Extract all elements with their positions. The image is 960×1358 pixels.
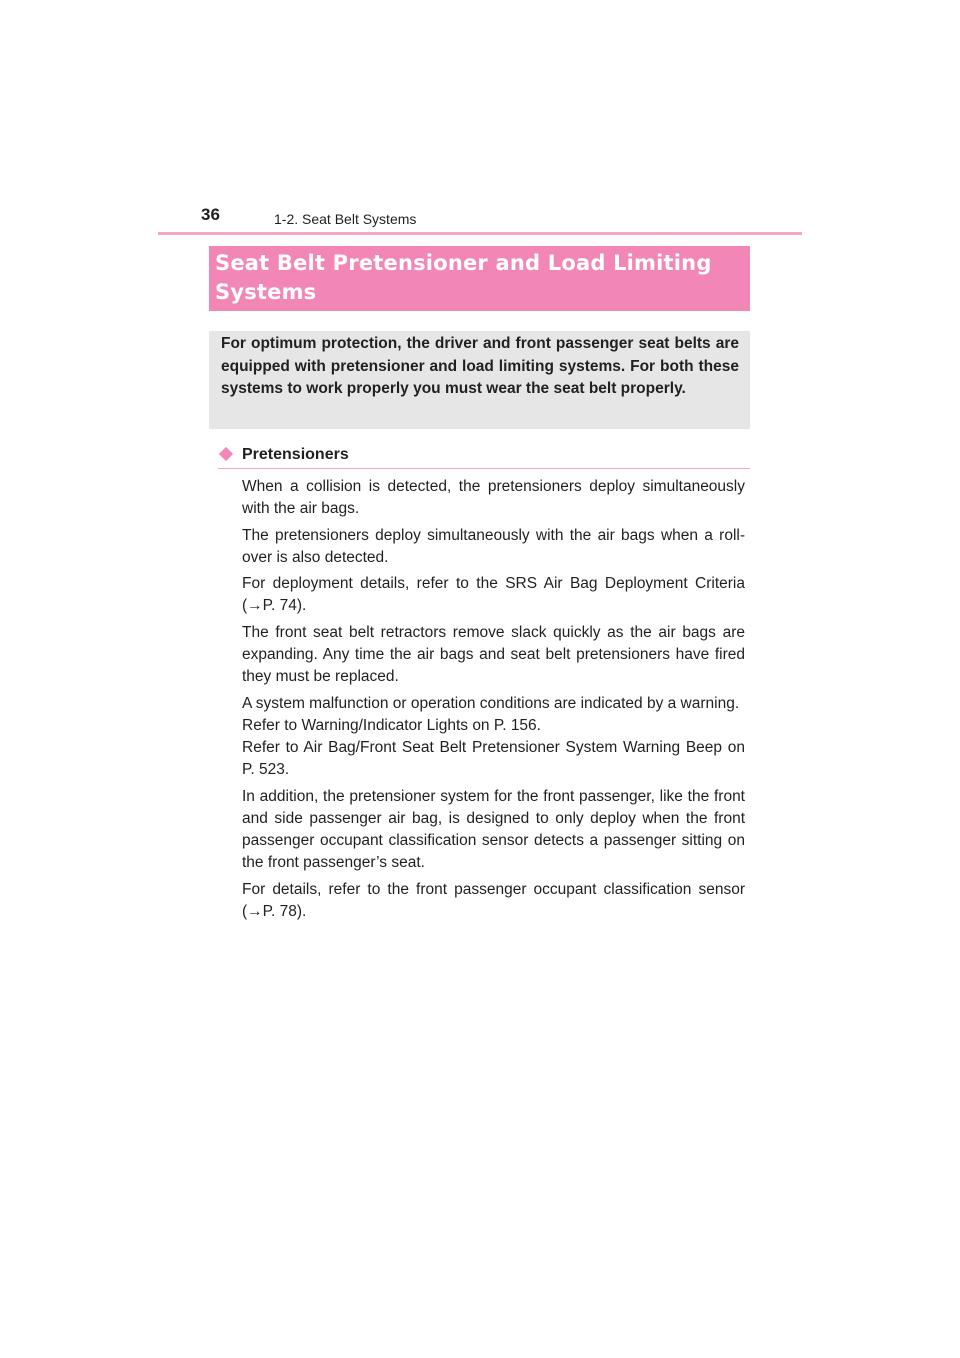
paragraph: For details, refer to the front passenger occupant classification sensor (→P. 78). bbox=[242, 880, 745, 920]
diamond-icon bbox=[219, 447, 233, 461]
page-title: Seat Belt Pretensioner and Load Limiting Systems bbox=[215, 251, 712, 304]
intro-box bbox=[209, 331, 750, 429]
section-label: 1-2. Seat Belt Systems bbox=[274, 211, 417, 227]
paragraph: Refer to Air Bag/Front Seat Belt Pretensioner System Warning Beep on P. 523. bbox=[242, 739, 745, 779]
page-number: 36 bbox=[201, 205, 220, 224]
paragraph: Refer to Warning/Indicator Lights on P. 156. bbox=[242, 716, 541, 734]
paragraph: The pretensioners deploy simultaneously with the air bags when a roll-over is also detected. bbox=[242, 526, 745, 566]
body-text bbox=[242, 476, 745, 927]
subsection-heading-text: Pretensioners bbox=[242, 446, 349, 463]
paragraph: A system malfunction or operation conditions are indicated by a warning. bbox=[242, 694, 740, 712]
subsection-heading bbox=[218, 445, 750, 469]
paragraph: For deployment details, refer to the SRS Air Bag Deployment Criteria (→P. 74). bbox=[242, 575, 745, 615]
title-band bbox=[209, 246, 750, 311]
intro-text: For optimum protection, the driver and front passenger seat belts are equipped with pretensioner and load limiting systems. For both these systems to work properly you must wear the seat belt properly. bbox=[221, 335, 739, 398]
paragraph: The front seat belt retractors remove slack quickly as the air bags are expanding. Any time the air bags and seat belt pretensioners have fired they must be replaced. bbox=[242, 624, 745, 686]
header-rule bbox=[158, 232, 802, 235]
paragraph: When a collision is detected, the pretensioners deploy simultaneously with the air bags. bbox=[242, 478, 745, 518]
paragraph: In addition, the pretensioner system for the front passenger, like the front and side passenger air bag, is designed to only deploy when the front passenger occupant classification sensor detects a passenger sitting on the front passenger’s seat. bbox=[242, 787, 745, 871]
